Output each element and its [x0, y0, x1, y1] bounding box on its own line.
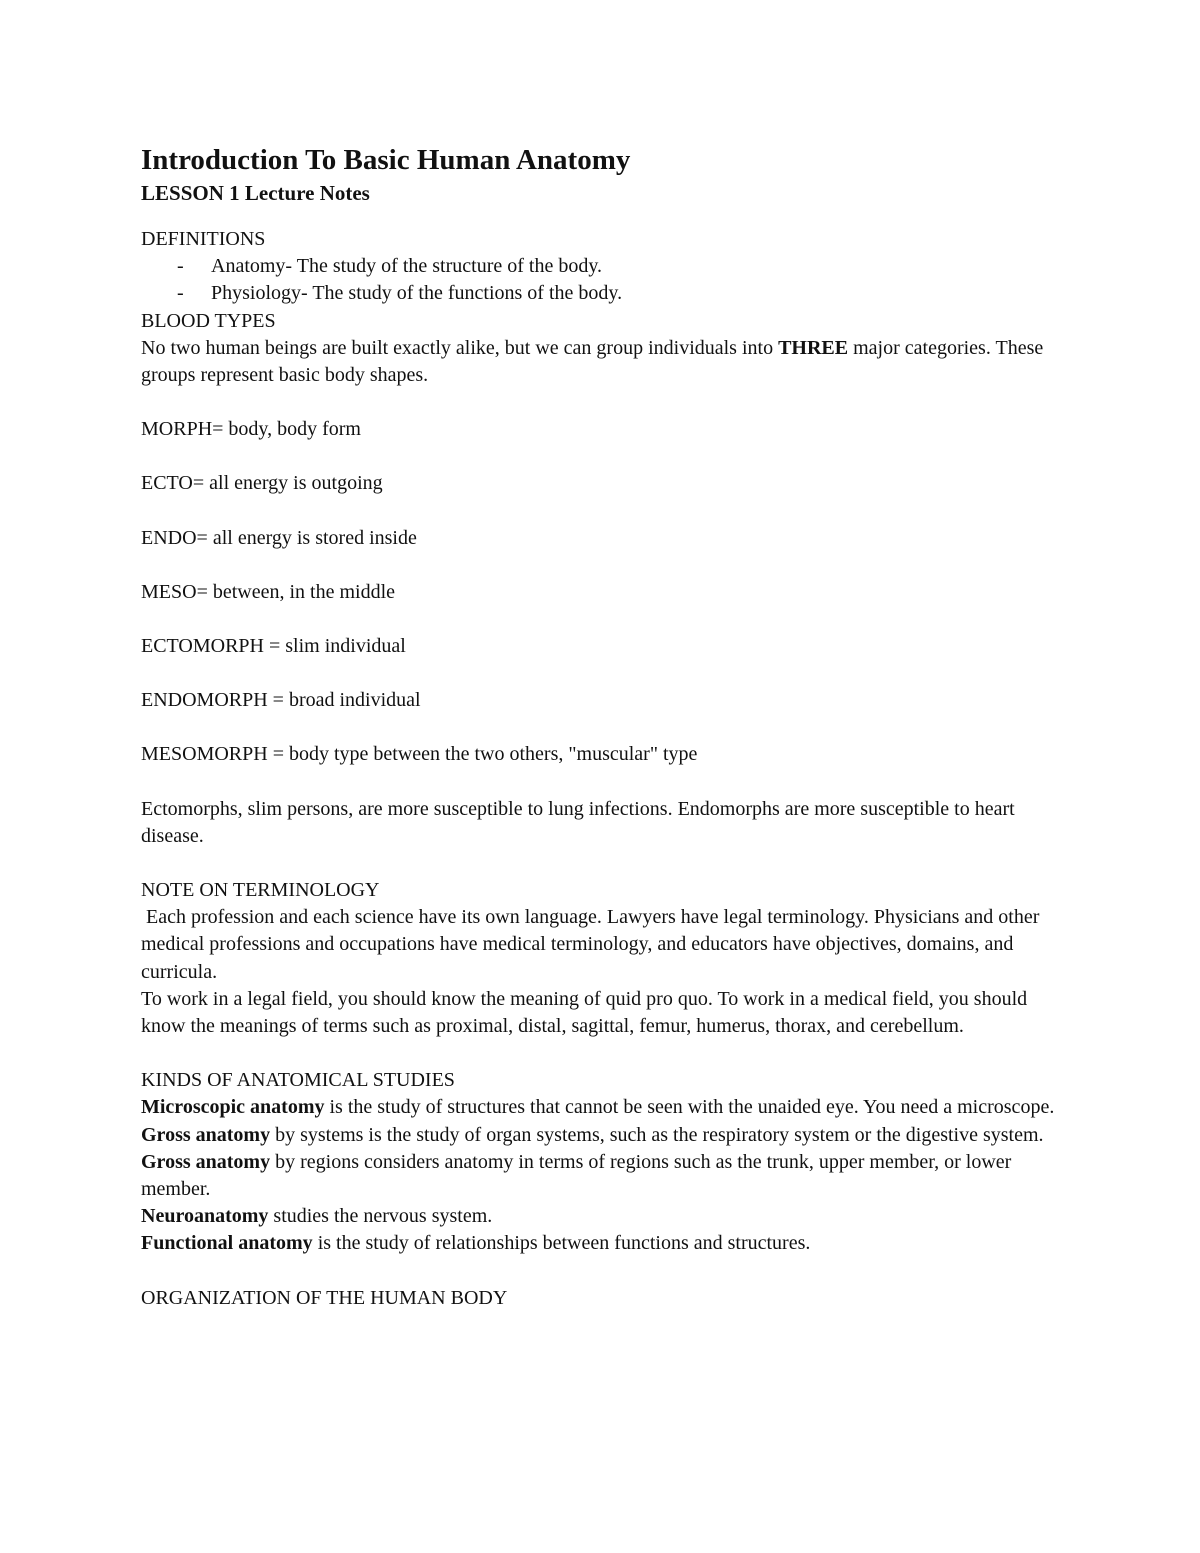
studies-heading: KINDS OF ANATOMICAL STUDIES	[141, 1069, 455, 1092]
blood-types-emphasis: THREE	[778, 336, 849, 359]
spacer	[141, 769, 1061, 796]
study-description: by regions considers anatomy in terms of regions such as the trunk, upper member, or lower member.	[141, 1150, 1012, 1201]
spacer	[141, 1258, 1061, 1285]
spacer	[141, 389, 1061, 416]
spacer	[141, 606, 1061, 633]
spacer	[141, 714, 1061, 741]
study-microscopic	[141, 1094, 1061, 1121]
term-endo: ENDO= all energy is stored inside	[141, 526, 417, 549]
study-gross-systems	[141, 1122, 1061, 1149]
study-description: is the study of structures that cannot be seen with the unaided eye. You need a microscope.	[324, 1096, 1055, 1119]
definition-anatomy: Anatomy- The study of the structure of the body.	[211, 255, 603, 278]
definition-physiology: Physiology- The study of the functions of the body.	[211, 282, 623, 305]
study-neuroanatomy	[141, 1203, 1061, 1230]
blood-types-text-end: major categories. These groups represent basic body shapes.	[141, 336, 1044, 387]
list-item	[141, 280, 1061, 307]
term-mesomorph: MESOMORPH = body type between the two others, "muscular" type	[141, 743, 698, 766]
study-term: Gross anatomy	[141, 1123, 271, 1146]
study-description: is the study of relationships between functions and structures.	[312, 1232, 811, 1255]
term-ectomorph: ECTOMORPH = slim individual	[141, 635, 406, 658]
definitions-heading: DEFINITIONS	[141, 228, 266, 250]
term-meso: MESO= between, in the middle	[141, 580, 396, 603]
study-term: Neuroanatomy	[141, 1205, 269, 1228]
bullet-dash: -	[177, 255, 184, 278]
definitions-list	[141, 253, 1061, 307]
spacer	[141, 498, 1061, 525]
blood-types-paragraph	[141, 335, 1061, 389]
spacer	[141, 1040, 1061, 1067]
study-description: by systems is the study of organ systems, such as the respiratory system or the digestive system.	[270, 1123, 1044, 1146]
spacer	[141, 443, 1061, 470]
terminology-text-1: Each profession and each science have its own language. Lawyers have legal terminology. Physicians and other medical professions and occupations have medical terminology, and educators have objectives, domains, and curricula.	[141, 906, 1040, 983]
terminology-heading: NOTE ON TERMINOLOGY	[141, 879, 380, 902]
study-gross-regions	[141, 1149, 1061, 1203]
bullet-dash: -	[177, 282, 184, 305]
spacer	[141, 552, 1061, 579]
organization-heading: ORGANIZATION OF THE HUMAN BODY	[141, 1286, 508, 1309]
term-morph: MORPH= body, body form	[141, 418, 361, 441]
document-title: Introduction To Basic Human Anatomy	[141, 144, 631, 176]
terminology-paragraph-2: To work in a legal field, you should know the meaning of quid pro quo. To work in a medical field, you should know the meanings of terms such as proximal, distal, sagittal, femur, humerus, thorax, and cerebellum.	[141, 987, 1028, 1038]
spacer	[141, 660, 1061, 687]
study-functional	[141, 1230, 1061, 1257]
document-content	[141, 142, 1061, 1312]
terminology-paragraph-1	[141, 904, 1061, 986]
list-item	[141, 253, 1061, 280]
spacer	[141, 850, 1061, 877]
document-subtitle: LESSON 1 Lecture Notes	[141, 181, 370, 205]
blood-types-heading: BLOOD TYPES	[141, 309, 276, 332]
susceptibility-paragraph: Ectomorphs, slim persons, are more susceptible to lung infections. Endomorphs are more susceptible to heart disease.	[141, 797, 1015, 847]
study-term: Gross anatomy	[141, 1150, 271, 1173]
study-description: studies the nervous system.	[268, 1205, 493, 1228]
term-endomorph: ENDOMORPH = broad individual	[141, 689, 421, 712]
blood-types-text-start: No two human beings are built exactly alike, but we can group individuals into	[141, 336, 779, 359]
study-term: Functional anatomy	[141, 1232, 313, 1255]
term-ecto: ECTO= all energy is outgoing	[141, 472, 383, 495]
study-term: Microscopic anatomy	[141, 1096, 325, 1119]
